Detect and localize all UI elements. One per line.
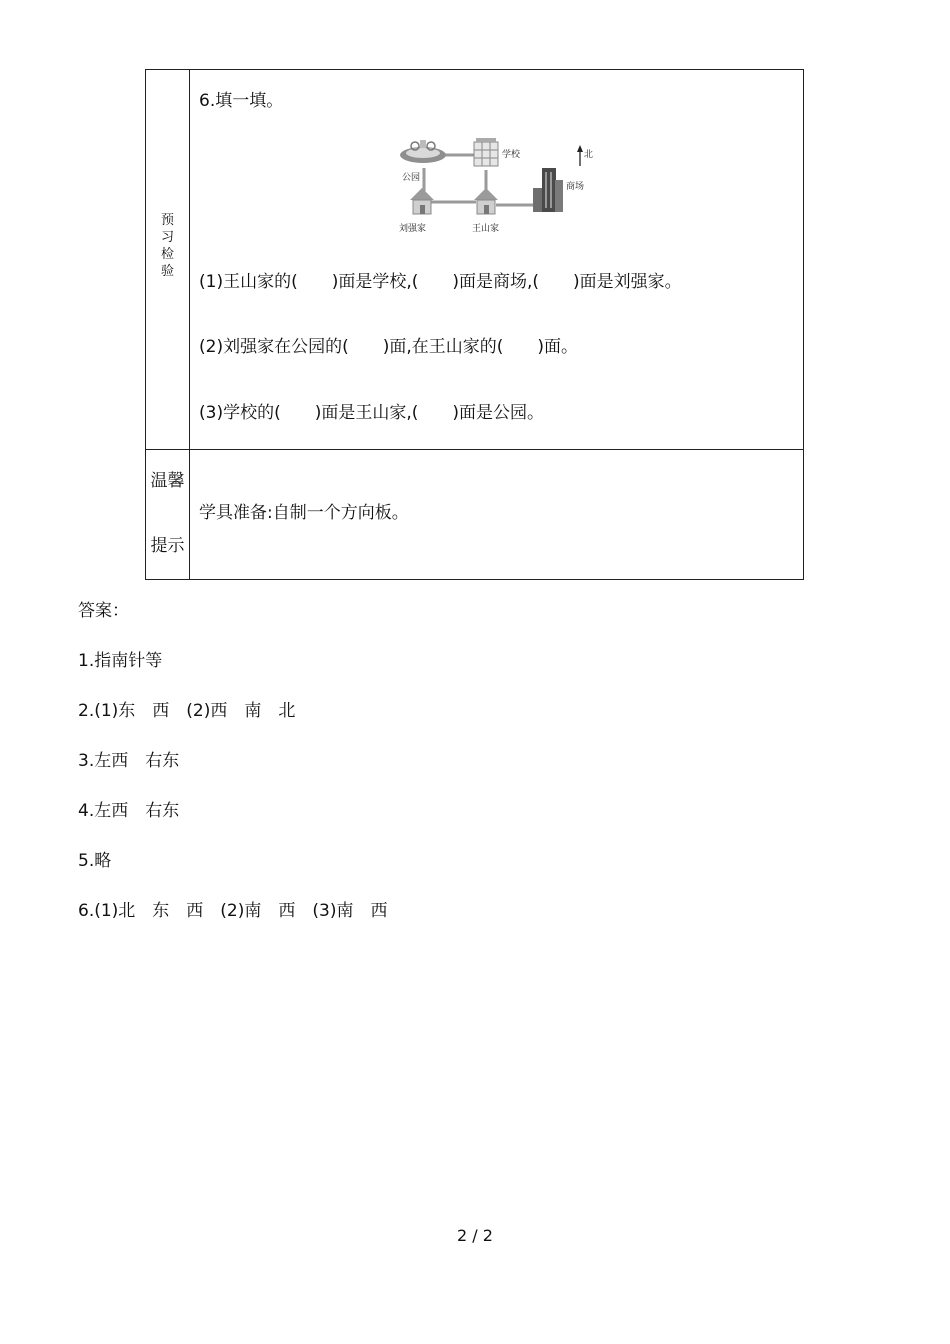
- preview-table: [145, 69, 804, 580]
- row-label-char: 验: [160, 264, 174, 279]
- north-arrow-icon: [577, 145, 583, 166]
- answer-item: 2.(1)东 西 (2)西 南 北: [78, 701, 296, 721]
- row-label-warm: 温馨: [150, 471, 185, 491]
- north-label: 北: [584, 150, 594, 160]
- mall-icon: [533, 168, 563, 212]
- question-1: (1)王山家的( )面是学校,( )面是商场,( )面是刘强家。: [199, 272, 682, 292]
- row-label-tip: 提示: [150, 536, 185, 556]
- answer-item: 3.左西 右东: [78, 751, 180, 771]
- row-label-preview-check: [146, 212, 189, 280]
- answer-item: 6.(1)北 东 西 (2)南 西 (3)南 西: [78, 901, 388, 921]
- answers-heading: 答案：: [78, 601, 129, 621]
- mall-label: 商场: [566, 182, 585, 192]
- school-icon: [474, 138, 498, 166]
- row-label-char: 习: [160, 230, 174, 245]
- row-label-char: 预: [160, 213, 174, 228]
- row-divider: [146, 449, 803, 450]
- question-2: (2)刘强家在公园的( )面,在王山家的( )面。: [199, 337, 579, 357]
- tip-text: 学具准备:自制一个方向板。: [199, 503, 409, 523]
- answer-item: 5.略: [78, 851, 112, 871]
- answer-item: 4.左西 右东: [78, 801, 180, 821]
- question-3: (3)学校的( )面是王山家,( )面是公园。: [199, 403, 545, 423]
- direction-map-figure: [396, 130, 606, 240]
- question-title: 6.填一填。: [199, 91, 284, 111]
- wang-home-label: 王山家: [472, 224, 500, 234]
- park-label: 公园: [402, 173, 421, 183]
- liu-house-icon: [410, 188, 434, 214]
- page-number: 2 / 2: [457, 1226, 493, 1245]
- wang-house-icon: [474, 188, 498, 214]
- column-divider: [189, 70, 190, 579]
- school-label: 学校: [502, 150, 521, 160]
- row-label-char: 检: [160, 247, 174, 262]
- park-icon: [400, 140, 446, 163]
- liu-home-label: 刘强家: [399, 224, 427, 234]
- map-roads: [424, 155, 606, 205]
- answer-item: 1.指南针等: [78, 651, 163, 671]
